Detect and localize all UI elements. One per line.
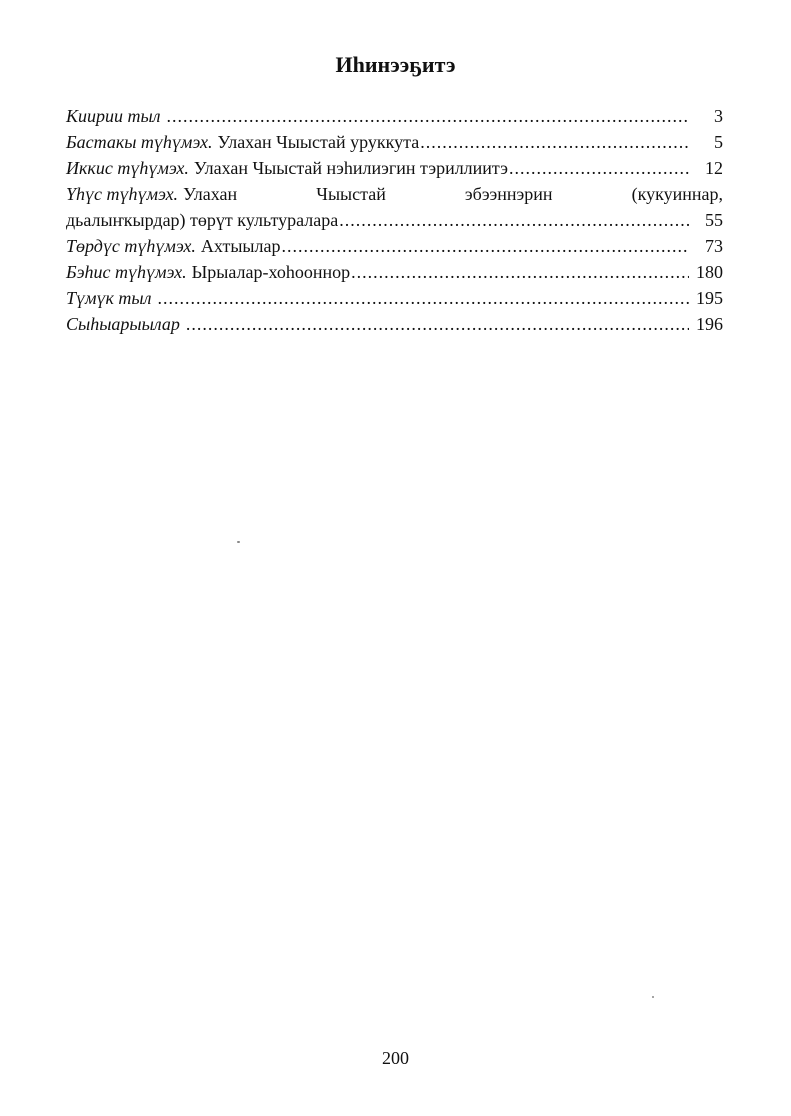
toc-entry-lead: Төрдүс түһүмэх. xyxy=(66,236,196,256)
page-number: 200 xyxy=(382,1048,409,1068)
toc-leader-dots xyxy=(351,259,689,285)
contents-title: Иһинээҕитэ xyxy=(335,52,456,77)
toc-entry-chapter-5[interactable] xyxy=(66,259,723,285)
toc-entry-page: 180 xyxy=(696,262,723,282)
toc-leader-dots xyxy=(282,233,690,259)
toc-entry-lead: Киирии тыл xyxy=(66,106,161,126)
toc-leader-dots xyxy=(339,207,689,233)
toc-entry-lead: Үһүс түһүмэх. xyxy=(66,184,179,204)
toc-entry-chapter-3[interactable] xyxy=(66,181,723,233)
toc-entry-page: 73 xyxy=(705,236,723,256)
toc-entry-lead: Сыһыарыылар xyxy=(66,314,180,334)
toc-entry-introduction[interactable] xyxy=(66,103,723,129)
toc-entry-second-line xyxy=(66,207,723,233)
toc-entry-lead: Түмүк тыл xyxy=(66,288,152,308)
toc-entry-page: 196 xyxy=(696,314,723,334)
toc-entry-page: 12 xyxy=(705,158,723,178)
toc-entry-lead: Бэһис түһүмэх. xyxy=(66,262,187,282)
toc-entry-text: Улахан Чыыстай эбээннэрин (кукуиннар, xyxy=(183,184,723,204)
toc-entry-chapter-2[interactable] xyxy=(66,155,723,181)
toc-entry-text: Улахан Чыыстай уруккута xyxy=(217,132,420,152)
toc-entry-page: 3 xyxy=(714,106,723,126)
toc-leader-dots xyxy=(167,103,690,129)
toc-entry-chapter-4[interactable] xyxy=(66,233,723,259)
toc-entry-lead: Бастакы түһүмэх. xyxy=(66,132,213,152)
toc-leader-dots xyxy=(157,285,689,311)
toc-entry-text: Ырыалар-хоһооннор xyxy=(191,262,351,282)
toc-entry-text: Ахтыылар xyxy=(200,236,281,256)
toc-entry-page: 195 xyxy=(696,288,723,308)
toc-entry-text-continued: дьалыҥкырдар) төрүт культуралара xyxy=(66,210,339,230)
toc-entry-appendices[interactable] xyxy=(66,311,723,337)
toc-entry-page: 5 xyxy=(714,132,723,152)
toc-entry-text: Улахан Чыыстай нэһилиэгин тэриллиитэ xyxy=(193,158,508,178)
toc-entry-first-line xyxy=(66,181,723,207)
toc-entry-page: 55 xyxy=(705,210,723,230)
toc-entry-chapter-1[interactable] xyxy=(66,129,723,155)
paper-speck xyxy=(237,541,240,543)
toc-entry-conclusion[interactable] xyxy=(66,285,723,311)
toc-entry-lead: Иккис түһүмэх. xyxy=(66,158,189,178)
toc-leader-dots xyxy=(186,311,689,337)
toc-leader-dots xyxy=(420,129,689,155)
table-of-contents xyxy=(66,103,723,337)
paper-speck xyxy=(652,996,654,998)
toc-leader-dots xyxy=(509,155,689,181)
